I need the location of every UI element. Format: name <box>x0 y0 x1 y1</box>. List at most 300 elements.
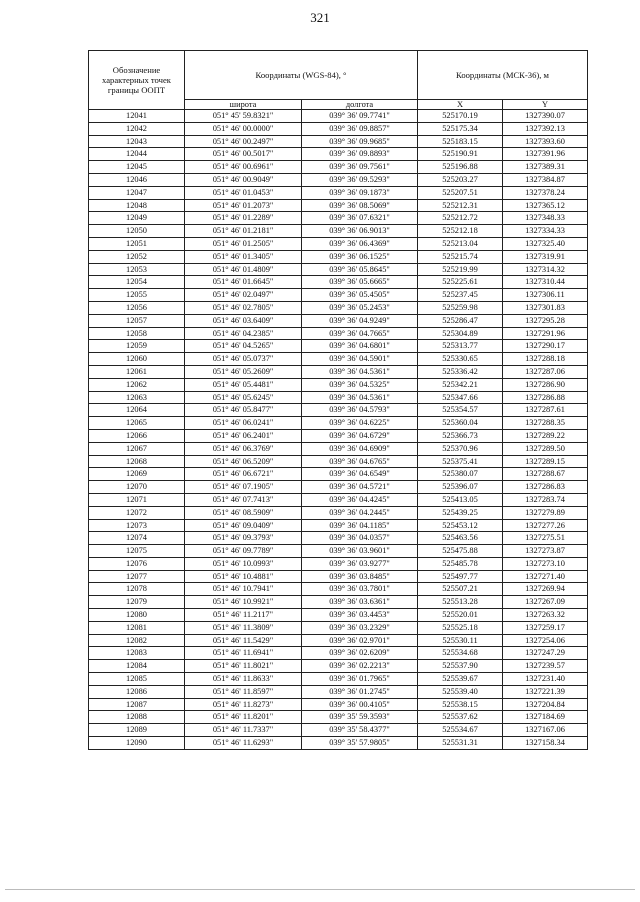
point-id-cell: 12085 <box>89 673 185 686</box>
y-cell: 1327184.69 <box>503 711 588 724</box>
table-row <box>89 545 588 558</box>
point-id-cell: 12083 <box>89 647 185 660</box>
point-id-cell: 12076 <box>89 557 185 570</box>
table-row <box>89 596 588 609</box>
x-cell: 525170.19 <box>418 110 503 123</box>
longitude-cell: 039° 36' 04.5361" <box>302 365 418 378</box>
longitude-cell: 039° 36' 03.7801" <box>302 583 418 596</box>
latitude-cell: 051° 46' 01.0453" <box>185 186 302 199</box>
table-row <box>89 365 588 378</box>
table-row <box>89 557 588 570</box>
point-id-cell: 12041 <box>89 110 185 123</box>
table-row <box>89 634 588 647</box>
longitude-cell: 039° 36' 09.5293" <box>302 173 418 186</box>
longitude-cell: 039° 36' 04.0357" <box>302 532 418 545</box>
y-cell: 1327286.83 <box>503 481 588 494</box>
y-cell: 1327283.74 <box>503 493 588 506</box>
table-row <box>89 250 588 263</box>
y-cell: 1327204.84 <box>503 698 588 711</box>
point-id-cell: 12073 <box>89 519 185 532</box>
latitude-cell: 051° 46' 10.0993" <box>185 557 302 570</box>
table-row <box>89 199 588 212</box>
table-row <box>89 276 588 289</box>
point-id-cell: 12056 <box>89 301 185 314</box>
y-cell: 1327310.44 <box>503 276 588 289</box>
longitude-cell: 039° 36' 02.6209" <box>302 647 418 660</box>
point-id-cell: 12081 <box>89 621 185 634</box>
point-id-cell: 12069 <box>89 468 185 481</box>
longitude-cell: 039° 36' 04.5793" <box>302 404 418 417</box>
longitude-cell: 039° 36' 07.6321" <box>302 212 418 225</box>
table-row <box>89 378 588 391</box>
y-cell: 1327275.51 <box>503 532 588 545</box>
point-id-cell: 12080 <box>89 609 185 622</box>
longitude-cell: 039° 36' 06.9013" <box>302 225 418 238</box>
latitude-cell: 051° 46' 10.9921" <box>185 596 302 609</box>
point-id-cell: 12072 <box>89 506 185 519</box>
longitude-cell: 039° 36' 04.5901" <box>302 353 418 366</box>
x-cell: 525463.56 <box>418 532 503 545</box>
y-cell: 1327287.06 <box>503 365 588 378</box>
x-cell: 525190.91 <box>418 148 503 161</box>
table-row <box>89 570 588 583</box>
point-id-cell: 12064 <box>89 404 185 417</box>
latitude-cell: 051° 46' 06.0241" <box>185 417 302 430</box>
table-row <box>89 110 588 123</box>
longitude-cell: 039° 36' 05.6665" <box>302 276 418 289</box>
longitude-cell: 039° 36' 03.9601" <box>302 545 418 558</box>
x-cell: 525360.04 <box>418 417 503 430</box>
x-cell: 525213.04 <box>418 237 503 250</box>
y-cell: 1327286.90 <box>503 378 588 391</box>
longitude-cell: 039° 36' 00.4105" <box>302 698 418 711</box>
x-cell: 525219.99 <box>418 263 503 276</box>
longitude-cell: 039° 36' 02.9701" <box>302 634 418 647</box>
point-id-cell: 12053 <box>89 263 185 276</box>
x-cell: 525537.90 <box>418 660 503 673</box>
table-row <box>89 327 588 340</box>
latitude-cell: 051° 46' 07.7413" <box>185 493 302 506</box>
table-row <box>89 340 588 353</box>
latitude-cell: 051° 46' 04.5265" <box>185 340 302 353</box>
y-cell: 1327393.60 <box>503 135 588 148</box>
point-id-cell: 12048 <box>89 199 185 212</box>
y-cell: 1327221.39 <box>503 685 588 698</box>
point-id-cell: 12043 <box>89 135 185 148</box>
latitude-cell: 051° 46' 05.4481" <box>185 378 302 391</box>
point-id-cell: 12089 <box>89 724 185 737</box>
header-y: Y <box>503 100 588 110</box>
table-body <box>89 110 588 750</box>
longitude-cell: 039° 36' 09.8857" <box>302 122 418 135</box>
y-cell: 1327290.17 <box>503 340 588 353</box>
longitude-cell: 039° 36' 04.6801" <box>302 340 418 353</box>
longitude-cell: 039° 36' 03.2329" <box>302 621 418 634</box>
longitude-cell: 039° 36' 04.5721" <box>302 481 418 494</box>
point-id-cell: 12079 <box>89 596 185 609</box>
table-row <box>89 135 588 148</box>
latitude-cell: 051° 46' 09.7789" <box>185 545 302 558</box>
x-cell: 525212.31 <box>418 199 503 212</box>
x-cell: 525538.15 <box>418 698 503 711</box>
point-id-cell: 12060 <box>89 353 185 366</box>
latitude-cell: 051° 46' 01.2505" <box>185 237 302 250</box>
latitude-cell: 051° 46' 05.2609" <box>185 365 302 378</box>
y-cell: 1327289.50 <box>503 442 588 455</box>
x-cell: 525304.89 <box>418 327 503 340</box>
x-cell: 525237.45 <box>418 289 503 302</box>
longitude-cell: 039° 36' 04.7665" <box>302 327 418 340</box>
longitude-cell: 039° 36' 02.2213" <box>302 660 418 673</box>
longitude-cell: 039° 36' 05.2453" <box>302 301 418 314</box>
latitude-cell: 051° 46' 11.2117" <box>185 609 302 622</box>
latitude-cell: 051° 46' 01.3405" <box>185 250 302 263</box>
point-id-cell: 12086 <box>89 685 185 698</box>
x-cell: 525347.66 <box>418 391 503 404</box>
y-cell: 1327301.83 <box>503 301 588 314</box>
header-point-designation: Обозначение характерных точек границы ООПТ <box>89 51 185 110</box>
table-row <box>89 532 588 545</box>
point-id-cell: 12077 <box>89 570 185 583</box>
point-id-cell: 12065 <box>89 417 185 430</box>
x-cell: 525203.27 <box>418 173 503 186</box>
y-cell: 1327167.06 <box>503 724 588 737</box>
longitude-cell: 039° 36' 04.6225" <box>302 417 418 430</box>
latitude-cell: 051° 46' 07.1905" <box>185 481 302 494</box>
table-row <box>89 212 588 225</box>
latitude-cell: 051° 46' 05.6245" <box>185 391 302 404</box>
point-id-cell: 12059 <box>89 340 185 353</box>
y-cell: 1327273.10 <box>503 557 588 570</box>
y-cell: 1327269.94 <box>503 583 588 596</box>
x-cell: 525336.42 <box>418 365 503 378</box>
table-row <box>89 647 588 660</box>
latitude-cell: 051° 46' 11.8201" <box>185 711 302 724</box>
x-cell: 525537.62 <box>418 711 503 724</box>
latitude-cell: 051° 46' 11.8597" <box>185 685 302 698</box>
y-cell: 1327279.89 <box>503 506 588 519</box>
point-id-cell: 12075 <box>89 545 185 558</box>
table-row <box>89 685 588 698</box>
point-id-cell: 12042 <box>89 122 185 135</box>
latitude-cell: 051° 46' 11.3809" <box>185 621 302 634</box>
x-cell: 525370.96 <box>418 442 503 455</box>
point-id-cell: 12074 <box>89 532 185 545</box>
longitude-cell: 039° 36' 04.2445" <box>302 506 418 519</box>
y-cell: 1327277.26 <box>503 519 588 532</box>
latitude-cell: 051° 46' 00.5017" <box>185 148 302 161</box>
longitude-cell: 039° 36' 03.4453" <box>302 609 418 622</box>
point-id-cell: 12087 <box>89 698 185 711</box>
y-cell: 1327158.34 <box>503 737 588 750</box>
latitude-cell: 051° 46' 01.6645" <box>185 276 302 289</box>
latitude-cell: 051° 46' 04.2385" <box>185 327 302 340</box>
latitude-cell: 051° 46' 10.4881" <box>185 570 302 583</box>
latitude-cell: 051° 46' 08.5909" <box>185 506 302 519</box>
latitude-cell: 051° 46' 01.4809" <box>185 263 302 276</box>
x-cell: 525539.40 <box>418 685 503 698</box>
header-latitude: широта <box>185 100 302 110</box>
x-cell: 525330.65 <box>418 353 503 366</box>
latitude-cell: 051° 46' 02.7805" <box>185 301 302 314</box>
x-cell: 525539.67 <box>418 673 503 686</box>
y-cell: 1327319.91 <box>503 250 588 263</box>
latitude-cell: 051° 46' 06.2401" <box>185 429 302 442</box>
latitude-cell: 051° 46' 00.6961" <box>185 161 302 174</box>
table-row <box>89 391 588 404</box>
point-id-cell: 12078 <box>89 583 185 596</box>
latitude-cell: 051° 46' 06.3769" <box>185 442 302 455</box>
table-row <box>89 583 588 596</box>
y-cell: 1327263.32 <box>503 609 588 622</box>
point-id-cell: 12082 <box>89 634 185 647</box>
y-cell: 1327271.40 <box>503 570 588 583</box>
latitude-cell: 051° 46' 09.3793" <box>185 532 302 545</box>
longitude-cell: 039° 36' 06.4369" <box>302 237 418 250</box>
header-longitude: долгота <box>302 100 418 110</box>
y-cell: 1327289.15 <box>503 455 588 468</box>
y-cell: 1327254.06 <box>503 634 588 647</box>
table-row <box>89 442 588 455</box>
table-row <box>89 417 588 430</box>
x-cell: 525485.78 <box>418 557 503 570</box>
y-cell: 1327334.33 <box>503 225 588 238</box>
table-row <box>89 468 588 481</box>
longitude-cell: 039° 36' 03.9277" <box>302 557 418 570</box>
table-row <box>89 698 588 711</box>
table-row <box>89 724 588 737</box>
x-cell: 525534.68 <box>418 647 503 660</box>
point-id-cell: 12044 <box>89 148 185 161</box>
table-row <box>89 404 588 417</box>
table-row <box>89 429 588 442</box>
x-cell: 525396.07 <box>418 481 503 494</box>
table-row <box>89 493 588 506</box>
table-row <box>89 289 588 302</box>
table-row <box>89 455 588 468</box>
point-id-cell: 12057 <box>89 314 185 327</box>
coordinates-table <box>88 50 588 750</box>
longitude-cell: 039° 36' 04.4245" <box>302 493 418 506</box>
point-id-cell: 12068 <box>89 455 185 468</box>
x-cell: 525366.73 <box>418 429 503 442</box>
longitude-cell: 039° 36' 01.2745" <box>302 685 418 698</box>
latitude-cell: 051° 46' 11.5429" <box>185 634 302 647</box>
x-cell: 525439.25 <box>418 506 503 519</box>
x-cell: 525212.18 <box>418 225 503 238</box>
header-msk36-coordinates: Координаты (МСК-36), м <box>418 51 588 100</box>
x-cell: 525513.28 <box>418 596 503 609</box>
latitude-cell: 051° 46' 11.7337" <box>185 724 302 737</box>
table-row <box>89 301 588 314</box>
point-id-cell: 12055 <box>89 289 185 302</box>
x-cell: 525475.88 <box>418 545 503 558</box>
point-id-cell: 12052 <box>89 250 185 263</box>
y-cell: 1327273.87 <box>503 545 588 558</box>
point-id-cell: 12046 <box>89 173 185 186</box>
latitude-cell: 051° 46' 06.5209" <box>185 455 302 468</box>
table-row <box>89 621 588 634</box>
table-row <box>89 173 588 186</box>
y-cell: 1327291.96 <box>503 327 588 340</box>
latitude-cell: 051° 46' 03.6409" <box>185 314 302 327</box>
x-cell: 525212.72 <box>418 212 503 225</box>
y-cell: 1327378.24 <box>503 186 588 199</box>
x-cell: 525453.12 <box>418 519 503 532</box>
y-cell: 1327288.18 <box>503 353 588 366</box>
table-row <box>89 122 588 135</box>
point-id-cell: 12051 <box>89 237 185 250</box>
longitude-cell: 039° 36' 03.8485" <box>302 570 418 583</box>
table-row <box>89 148 588 161</box>
longitude-cell: 039° 36' 05.8645" <box>302 263 418 276</box>
x-cell: 525196.88 <box>418 161 503 174</box>
point-id-cell: 12090 <box>89 737 185 750</box>
latitude-cell: 051° 46' 06.6721" <box>185 468 302 481</box>
point-id-cell: 12050 <box>89 225 185 238</box>
y-cell: 1327295.28 <box>503 314 588 327</box>
page-bottom-divider <box>5 889 635 890</box>
x-cell: 525530.11 <box>418 634 503 647</box>
longitude-cell: 039° 36' 04.6549" <box>302 468 418 481</box>
x-cell: 525534.67 <box>418 724 503 737</box>
y-cell: 1327267.09 <box>503 596 588 609</box>
x-cell: 525520.01 <box>418 609 503 622</box>
x-cell: 525259.98 <box>418 301 503 314</box>
y-cell: 1327287.61 <box>503 404 588 417</box>
y-cell: 1327289.22 <box>503 429 588 442</box>
longitude-cell: 039° 36' 04.5361" <box>302 391 418 404</box>
table-row <box>89 506 588 519</box>
latitude-cell: 051° 46' 11.6293" <box>185 737 302 750</box>
longitude-cell: 039° 36' 09.7741" <box>302 110 418 123</box>
x-cell: 525215.74 <box>418 250 503 263</box>
longitude-cell: 039° 36' 04.1185" <box>302 519 418 532</box>
x-cell: 525183.15 <box>418 135 503 148</box>
latitude-cell: 051° 46' 01.2073" <box>185 199 302 212</box>
x-cell: 525375.41 <box>418 455 503 468</box>
table-row <box>89 673 588 686</box>
x-cell: 525286.47 <box>418 314 503 327</box>
latitude-cell: 051° 46' 00.9049" <box>185 173 302 186</box>
point-id-cell: 12066 <box>89 429 185 442</box>
point-id-cell: 12045 <box>89 161 185 174</box>
table-row <box>89 263 588 276</box>
latitude-cell: 051° 46' 02.0497" <box>185 289 302 302</box>
x-cell: 525531.31 <box>418 737 503 750</box>
table-row <box>89 711 588 724</box>
point-id-cell: 12063 <box>89 391 185 404</box>
latitude-cell: 051° 46' 09.0409" <box>185 519 302 532</box>
longitude-cell: 039° 36' 03.6361" <box>302 596 418 609</box>
x-cell: 525497.77 <box>418 570 503 583</box>
x-cell: 525413.05 <box>418 493 503 506</box>
x-cell: 525175.34 <box>418 122 503 135</box>
y-cell: 1327286.88 <box>503 391 588 404</box>
table-row <box>89 225 588 238</box>
y-cell: 1327389.31 <box>503 161 588 174</box>
table-row <box>89 314 588 327</box>
latitude-cell: 051° 46' 11.8273" <box>185 698 302 711</box>
longitude-cell: 039° 36' 06.1525" <box>302 250 418 263</box>
y-cell: 1327384.87 <box>503 173 588 186</box>
y-cell: 1327325.40 <box>503 237 588 250</box>
x-cell: 525207.51 <box>418 186 503 199</box>
latitude-cell: 051° 46' 11.8021" <box>185 660 302 673</box>
x-cell: 525342.21 <box>418 378 503 391</box>
point-id-cell: 12049 <box>89 212 185 225</box>
latitude-cell: 051° 46' 11.6941" <box>185 647 302 660</box>
table-row <box>89 737 588 750</box>
y-cell: 1327306.11 <box>503 289 588 302</box>
longitude-cell: 039° 35' 57.9805" <box>302 737 418 750</box>
point-id-cell: 12070 <box>89 481 185 494</box>
header-wgs84-coordinates: Координаты (WGS-84), ° <box>185 51 418 100</box>
table-row <box>89 237 588 250</box>
y-cell: 1327348.33 <box>503 212 588 225</box>
latitude-cell: 051° 46' 01.2289" <box>185 212 302 225</box>
table-row <box>89 353 588 366</box>
point-id-cell: 12067 <box>89 442 185 455</box>
table-row <box>89 609 588 622</box>
y-cell: 1327288.35 <box>503 417 588 430</box>
x-cell: 525225.61 <box>418 276 503 289</box>
point-id-cell: 12084 <box>89 660 185 673</box>
y-cell: 1327391.96 <box>503 148 588 161</box>
point-id-cell: 12088 <box>89 711 185 724</box>
table-row <box>89 519 588 532</box>
x-cell: 525354.57 <box>418 404 503 417</box>
longitude-cell: 039° 36' 04.9249" <box>302 314 418 327</box>
table-row <box>89 186 588 199</box>
latitude-cell: 051° 46' 00.2497" <box>185 135 302 148</box>
table-row <box>89 481 588 494</box>
longitude-cell: 039° 36' 09.8893" <box>302 148 418 161</box>
latitude-cell: 051° 45' 59.8321" <box>185 110 302 123</box>
page-number: 321 <box>310 10 330 25</box>
longitude-cell: 039° 36' 04.6909" <box>302 442 418 455</box>
y-cell: 1327259.17 <box>503 621 588 634</box>
point-id-cell: 12061 <box>89 365 185 378</box>
latitude-cell: 051° 46' 05.8477" <box>185 404 302 417</box>
latitude-cell: 051° 46' 10.7941" <box>185 583 302 596</box>
x-cell: 525380.07 <box>418 468 503 481</box>
y-cell: 1327247.29 <box>503 647 588 660</box>
latitude-cell: 051° 46' 00.0000" <box>185 122 302 135</box>
latitude-cell: 051° 46' 01.2181" <box>185 225 302 238</box>
y-cell: 1327365.12 <box>503 199 588 212</box>
x-cell: 525313.77 <box>418 340 503 353</box>
y-cell: 1327239.57 <box>503 660 588 673</box>
y-cell: 1327392.13 <box>503 122 588 135</box>
latitude-cell: 051° 46' 05.0737" <box>185 353 302 366</box>
x-cell: 525525.18 <box>418 621 503 634</box>
longitude-cell: 039° 36' 04.6765" <box>302 455 418 468</box>
point-id-cell: 12071 <box>89 493 185 506</box>
x-cell: 525507.21 <box>418 583 503 596</box>
longitude-cell: 039° 36' 04.6729" <box>302 429 418 442</box>
point-id-cell: 12058 <box>89 327 185 340</box>
longitude-cell: 039° 35' 59.3593" <box>302 711 418 724</box>
longitude-cell: 039° 36' 05.4505" <box>302 289 418 302</box>
longitude-cell: 039° 36' 04.5325" <box>302 378 418 391</box>
longitude-cell: 039° 36' 09.9685" <box>302 135 418 148</box>
latitude-cell: 051° 46' 11.8633" <box>185 673 302 686</box>
table-row <box>89 161 588 174</box>
y-cell: 1327231.40 <box>503 673 588 686</box>
longitude-cell: 039° 35' 58.4377" <box>302 724 418 737</box>
longitude-cell: 039° 36' 09.7561" <box>302 161 418 174</box>
